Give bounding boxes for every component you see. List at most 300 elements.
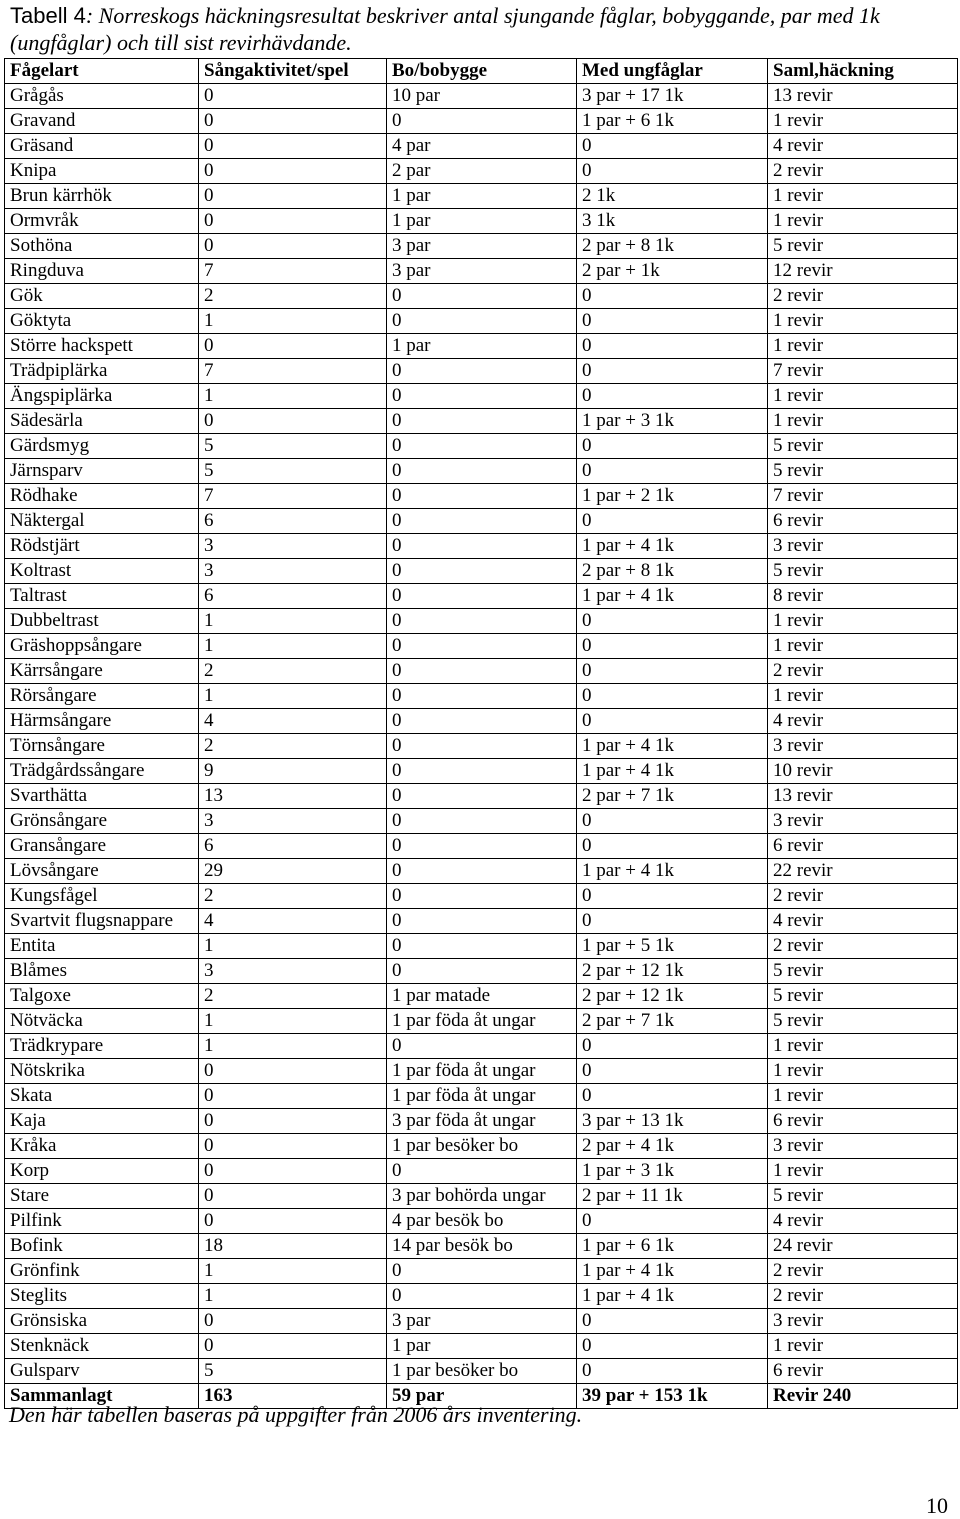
table-row	[5, 159, 958, 184]
species-cell: Trädkrypare	[5, 1034, 199, 1059]
table-cell: 2 revir	[768, 159, 958, 184]
table-row	[5, 534, 958, 559]
table-cell: 2 par + 8 1k	[577, 234, 768, 259]
table-body	[5, 84, 958, 1384]
table-row	[5, 259, 958, 284]
table-cell: 0	[199, 1334, 387, 1359]
table-row	[5, 809, 958, 834]
species-cell: Svartvit flugsnappare	[5, 909, 199, 934]
table-cell: 4 revir	[768, 909, 958, 934]
table-row	[5, 834, 958, 859]
table-cell: 5 revir	[768, 1009, 958, 1034]
table-cell: 4 revir	[768, 1209, 958, 1234]
table-cell: 0	[577, 1084, 768, 1109]
table-cell: 0	[387, 559, 577, 584]
table-row	[5, 234, 958, 259]
table-header-row	[5, 59, 958, 84]
table-cell: 0	[199, 1184, 387, 1209]
species-cell: Brun kärrhök	[5, 184, 199, 209]
species-cell: Stenknäck	[5, 1334, 199, 1359]
species-cell: Rödhake	[5, 484, 199, 509]
table-cell: 1 par + 4 1k	[577, 759, 768, 784]
table-cell: 6 revir	[768, 1359, 958, 1384]
table-row	[5, 909, 958, 934]
species-cell: Trädgårdssångare	[5, 759, 199, 784]
species-cell: Taltrast	[5, 584, 199, 609]
table-cell: 1	[199, 309, 387, 334]
table-row	[5, 1184, 958, 1209]
table-cell: 2 1k	[577, 184, 768, 209]
table-cell: 1 revir	[768, 1159, 958, 1184]
table-cell: 2 par	[387, 159, 577, 184]
table-cell: 0	[577, 809, 768, 834]
table-cell: 0	[387, 484, 577, 509]
table-cell: 0	[577, 459, 768, 484]
table-cell: 5 revir	[768, 459, 958, 484]
table-cell: 4	[199, 909, 387, 934]
table-cell: 3 revir	[768, 809, 958, 834]
table-cell: 0	[387, 934, 577, 959]
table-cell: 1	[199, 1034, 387, 1059]
table-footnote: Den här tabellen baseras på uppgifter från 2006 års inventering.	[9, 1402, 583, 1427]
total-cell: Sammanlagt	[5, 1384, 199, 1409]
species-cell: Korp	[5, 1159, 199, 1184]
species-cell: Stare	[5, 1184, 199, 1209]
table-cell: 0	[387, 1159, 577, 1184]
table-cell: 0	[387, 684, 577, 709]
table-row	[5, 684, 958, 709]
table-cell: 1 revir	[768, 609, 958, 634]
table-row	[5, 734, 958, 759]
table-cell: 4 par besök bo	[387, 1209, 577, 1234]
table-cell: 3 par	[387, 1309, 577, 1334]
table-row	[5, 184, 958, 209]
table-row	[5, 1334, 958, 1359]
table-cell: 1 par föda åt ungar	[387, 1009, 577, 1034]
table-cell: 0	[387, 659, 577, 684]
species-cell: Talgoxe	[5, 984, 199, 1009]
species-cell: Gransångare	[5, 834, 199, 859]
table-cell: 1 par + 6 1k	[577, 109, 768, 134]
species-cell: Grönsiska	[5, 1309, 199, 1334]
species-cell: Lövsångare	[5, 859, 199, 884]
table-cell: 5 revir	[768, 984, 958, 1009]
table-cell: 2 par + 7 1k	[577, 1009, 768, 1034]
species-cell: Göktyta	[5, 309, 199, 334]
table-cell: 1 revir	[768, 209, 958, 234]
species-cell: Dubbeltrast	[5, 609, 199, 634]
table-row	[5, 359, 958, 384]
species-cell: Ormvråk	[5, 209, 199, 234]
page-number: 10	[926, 1493, 948, 1518]
total-cell: 59 par	[387, 1384, 577, 1409]
species-cell: Kråka	[5, 1134, 199, 1159]
table-cell: 3	[199, 534, 387, 559]
table-cell: 2 revir	[768, 934, 958, 959]
species-cell: Törnsångare	[5, 734, 199, 759]
table-cell: 1 par föda åt ungar	[387, 1084, 577, 1109]
table-cell: 7	[199, 484, 387, 509]
table-cell: 1 revir	[768, 684, 958, 709]
breeding-results-table	[4, 58, 958, 1409]
table-cell: 1 revir	[768, 1059, 958, 1084]
table-cell: 3 revir	[768, 1309, 958, 1334]
table-cell: 0	[577, 309, 768, 334]
table-row	[5, 284, 958, 309]
species-cell: Gravand	[5, 109, 199, 134]
table-cell: 0	[577, 684, 768, 709]
table-cell: 0	[199, 234, 387, 259]
species-cell: Gräsand	[5, 134, 199, 159]
table-cell: 24 revir	[768, 1234, 958, 1259]
table-cell: 5	[199, 1359, 387, 1384]
column-header: Fågelart	[5, 59, 199, 84]
table-cell: 0	[387, 909, 577, 934]
table-row	[5, 109, 958, 134]
table-cell: 0	[577, 709, 768, 734]
table-cell: 0	[577, 359, 768, 384]
table-cell: 1	[199, 684, 387, 709]
table-cell: 0	[199, 159, 387, 184]
table-cell: 0	[577, 884, 768, 909]
table-row	[5, 1259, 958, 1284]
table-row	[5, 409, 958, 434]
table-cell: 5 revir	[768, 234, 958, 259]
table-cell: 2	[199, 659, 387, 684]
species-cell: Grönfink	[5, 1259, 199, 1284]
table-cell: 0	[199, 1209, 387, 1234]
table-row	[5, 584, 958, 609]
table-row	[5, 1034, 958, 1059]
table-cell: 14 par besök bo	[387, 1234, 577, 1259]
column-header: Saml,häckning	[768, 59, 958, 84]
table-row	[5, 1284, 958, 1309]
species-cell: Sädesärla	[5, 409, 199, 434]
table-cell: 13 revir	[768, 84, 958, 109]
table-cell: 1 par	[387, 184, 577, 209]
table-cell: 2	[199, 884, 387, 909]
table-row	[5, 384, 958, 409]
table-cell: 1 par	[387, 1334, 577, 1359]
species-cell: Knipa	[5, 159, 199, 184]
table-cell: 0	[387, 459, 577, 484]
table-cell: 3 par föda åt ungar	[387, 1109, 577, 1134]
table-cell: 3	[199, 959, 387, 984]
table-cell: 4 revir	[768, 709, 958, 734]
table-cell: 0	[577, 334, 768, 359]
species-cell: Näktergal	[5, 509, 199, 534]
table-caption	[10, 2, 950, 56]
table-cell: 3 revir	[768, 534, 958, 559]
table-cell: 3 par + 13 1k	[577, 1109, 768, 1134]
table-cell: 0	[387, 759, 577, 784]
table-cell: 1 par matade	[387, 984, 577, 1009]
table-cell: 1 revir	[768, 634, 958, 659]
species-cell: Steglits	[5, 1284, 199, 1309]
table-cell: 10 revir	[768, 759, 958, 784]
table-row	[5, 1059, 958, 1084]
table-row	[5, 1234, 958, 1259]
table-cell: 4	[199, 709, 387, 734]
table-row	[5, 609, 958, 634]
table-cell: 0	[577, 909, 768, 934]
table-cell: 7	[199, 259, 387, 284]
column-header: Bo/bobygge	[387, 59, 577, 84]
table-cell: 0	[577, 1059, 768, 1084]
species-cell: Rödstjärt	[5, 534, 199, 559]
table-cell: 2 par + 8 1k	[577, 559, 768, 584]
table-cell: 6	[199, 509, 387, 534]
table-row	[5, 659, 958, 684]
table-cell: 7 revir	[768, 484, 958, 509]
species-cell: Nötväcka	[5, 1009, 199, 1034]
table-cell: 1 par + 6 1k	[577, 1234, 768, 1259]
table-cell: 10 par	[387, 84, 577, 109]
table-cell: 3	[199, 809, 387, 834]
table-cell: 0	[387, 859, 577, 884]
total-cell: Revir 240	[768, 1384, 958, 1409]
table-cell: 3 revir	[768, 734, 958, 759]
table-row	[5, 884, 958, 909]
table-cell: 2 revir	[768, 284, 958, 309]
table-cell: 0	[199, 84, 387, 109]
species-cell: Kaja	[5, 1109, 199, 1134]
table-cell: 1 par + 4 1k	[577, 859, 768, 884]
table-cell: 6 revir	[768, 834, 958, 859]
table-row	[5, 1309, 958, 1334]
table-cell: 1	[199, 1284, 387, 1309]
table-cell: 3 par bohörda ungar	[387, 1184, 577, 1209]
species-cell: Rörsångare	[5, 684, 199, 709]
table-row	[5, 784, 958, 809]
table-cell: 18	[199, 1234, 387, 1259]
species-cell: Gök	[5, 284, 199, 309]
table-row	[5, 1359, 958, 1384]
table-row	[5, 84, 958, 109]
table-cell: 1	[199, 634, 387, 659]
table-cell: 0	[387, 109, 577, 134]
table-cell: 0	[387, 434, 577, 459]
table-cell: 0	[199, 1059, 387, 1084]
table-row	[5, 1109, 958, 1134]
table-cell: 1 par	[387, 209, 577, 234]
table-cell: 0	[387, 784, 577, 809]
table-cell: 5 revir	[768, 559, 958, 584]
table-cell: 2 par + 4 1k	[577, 1134, 768, 1159]
table-cell: 3 par	[387, 259, 577, 284]
table-cell: 0	[387, 509, 577, 534]
table-cell: 0	[577, 384, 768, 409]
total-cell: 39 par + 153 1k	[577, 1384, 768, 1409]
species-cell: Grågås	[5, 84, 199, 109]
table-cell: 0	[577, 834, 768, 859]
table-cell: 1 par + 4 1k	[577, 734, 768, 759]
table-cell: 2 par + 12 1k	[577, 959, 768, 984]
table-cell: 6 revir	[768, 1109, 958, 1134]
table-cell: 1	[199, 384, 387, 409]
table-cell: 1 revir	[768, 1334, 958, 1359]
table-cell: 0	[199, 334, 387, 359]
table-cell: 1 revir	[768, 109, 958, 134]
table-cell: 0	[577, 134, 768, 159]
species-cell: Gulsparv	[5, 1359, 199, 1384]
table-cell: 1	[199, 609, 387, 634]
table-row	[5, 459, 958, 484]
table-cell: 2 revir	[768, 884, 958, 909]
table-row	[5, 934, 958, 959]
species-cell: Större hackspett	[5, 334, 199, 359]
table-cell: 1	[199, 1259, 387, 1284]
table-cell: 0	[577, 1309, 768, 1334]
table-cell: 2	[199, 734, 387, 759]
table-cell: 2 par + 11 1k	[577, 1184, 768, 1209]
table-cell: 1 par + 4 1k	[577, 584, 768, 609]
table-cell: 2 par + 12 1k	[577, 984, 768, 1009]
table-cell: 0	[199, 409, 387, 434]
table-cell: 0	[387, 359, 577, 384]
table-cell: 0	[199, 109, 387, 134]
table-row	[5, 1084, 958, 1109]
table-cell: 1 par föda åt ungar	[387, 1059, 577, 1084]
table-cell: 2	[199, 984, 387, 1009]
table-cell: 4 par	[387, 134, 577, 159]
table-row	[5, 434, 958, 459]
table-cell: 0	[199, 1109, 387, 1134]
table-cell: 7	[199, 359, 387, 384]
table-cell: 2 revir	[768, 1284, 958, 1309]
table-cell: 1 par	[387, 334, 577, 359]
table-cell: 6 revir	[768, 509, 958, 534]
species-cell: Härmsångare	[5, 709, 199, 734]
table-cell: 1 par + 4 1k	[577, 1284, 768, 1309]
table-cell: 0	[577, 634, 768, 659]
table-cell: 1 par + 2 1k	[577, 484, 768, 509]
species-cell: Gräshoppsångare	[5, 634, 199, 659]
table-cell: 0	[199, 1309, 387, 1334]
table-cell: 0	[577, 609, 768, 634]
table-cell: 9	[199, 759, 387, 784]
column-header: Sångaktivitet/spel	[199, 59, 387, 84]
table-row	[5, 1009, 958, 1034]
table-row	[5, 984, 958, 1009]
table-cell: 1 par + 5 1k	[577, 934, 768, 959]
table-row	[5, 1159, 958, 1184]
species-cell: Ängspiplärka	[5, 384, 199, 409]
species-cell: Kärrsångare	[5, 659, 199, 684]
total-cell: 163	[199, 1384, 387, 1409]
caption-text: : Norreskogs häckningsresultat beskriver antal sjungande fåglar, bobyggande, par med 1k (ungfåglar) och till sist revirhävdande.	[10, 3, 880, 55]
table-cell: 6	[199, 584, 387, 609]
table-cell: 0	[387, 709, 577, 734]
species-cell: Nötskrika	[5, 1059, 199, 1084]
table-cell: 5 revir	[768, 434, 958, 459]
table-cell: 0	[577, 509, 768, 534]
table-row	[5, 859, 958, 884]
table-cell: 3 par + 17 1k	[577, 84, 768, 109]
table-cell: 0	[577, 284, 768, 309]
table-cell: 0	[199, 1159, 387, 1184]
table-cell: 1 revir	[768, 409, 958, 434]
table-cell: 1 revir	[768, 184, 958, 209]
table-cell: 1	[199, 934, 387, 959]
table-cell: 0	[199, 134, 387, 159]
table-cell: 3	[199, 559, 387, 584]
table-cell: 1 par besöker bo	[387, 1134, 577, 1159]
species-cell: Sothöna	[5, 234, 199, 259]
table-cell: 0	[577, 659, 768, 684]
table-cell: 0	[387, 809, 577, 834]
species-cell: Entita	[5, 934, 199, 959]
table-cell: 0	[387, 1284, 577, 1309]
table-row	[5, 309, 958, 334]
table-cell: 1 revir	[768, 1034, 958, 1059]
species-cell: Grönsångare	[5, 809, 199, 834]
table-cell: 4 revir	[768, 134, 958, 159]
table-cell: 0	[387, 884, 577, 909]
table-cell: 0	[199, 209, 387, 234]
table-cell: 5	[199, 434, 387, 459]
table-cell: 12 revir	[768, 259, 958, 284]
species-cell: Ringduva	[5, 259, 199, 284]
table-cell: 1 par + 3 1k	[577, 409, 768, 434]
species-cell: Bofink	[5, 1234, 199, 1259]
table-cell: 0	[577, 434, 768, 459]
table-row	[5, 334, 958, 359]
table-row	[5, 759, 958, 784]
table-cell: 0	[387, 284, 577, 309]
table-cell: 0	[387, 309, 577, 334]
table-cell: 29	[199, 859, 387, 884]
caption-label: Tabell 4	[10, 3, 86, 28]
table-cell: 3 1k	[577, 209, 768, 234]
table-cell: 22 revir	[768, 859, 958, 884]
species-cell: Koltrast	[5, 559, 199, 584]
table-row	[5, 1134, 958, 1159]
table-cell: 6	[199, 834, 387, 859]
table-cell: 0	[387, 534, 577, 559]
table-cell: 0	[387, 384, 577, 409]
table-cell: 0	[577, 1209, 768, 1234]
species-cell: Järnsparv	[5, 459, 199, 484]
table-cell: 3 revir	[768, 1134, 958, 1159]
table-cell: 0	[577, 1034, 768, 1059]
table-cell: 0	[387, 409, 577, 434]
table-row	[5, 1209, 958, 1234]
column-header: Med ungfåglar	[577, 59, 768, 84]
table-cell: 0	[387, 834, 577, 859]
table-row	[5, 209, 958, 234]
table-cell: 2 revir	[768, 1259, 958, 1284]
table-cell: 0	[387, 1034, 577, 1059]
table-cell: 1 revir	[768, 1084, 958, 1109]
species-cell: Svarthätta	[5, 784, 199, 809]
table-cell: 1 revir	[768, 384, 958, 409]
table-row	[5, 709, 958, 734]
table-row	[5, 134, 958, 159]
species-cell: Trädpiplärka	[5, 359, 199, 384]
table-cell: 0	[387, 584, 577, 609]
table-cell: 8 revir	[768, 584, 958, 609]
table-cell: 0	[199, 1134, 387, 1159]
table-cell: 0	[387, 734, 577, 759]
species-cell: Kungsfågel	[5, 884, 199, 909]
table-cell: 0	[387, 959, 577, 984]
table-row	[5, 484, 958, 509]
species-cell: Gärdsmyg	[5, 434, 199, 459]
table-row	[5, 959, 958, 984]
table-cell: 0	[199, 184, 387, 209]
table-cell: 0	[199, 1084, 387, 1109]
